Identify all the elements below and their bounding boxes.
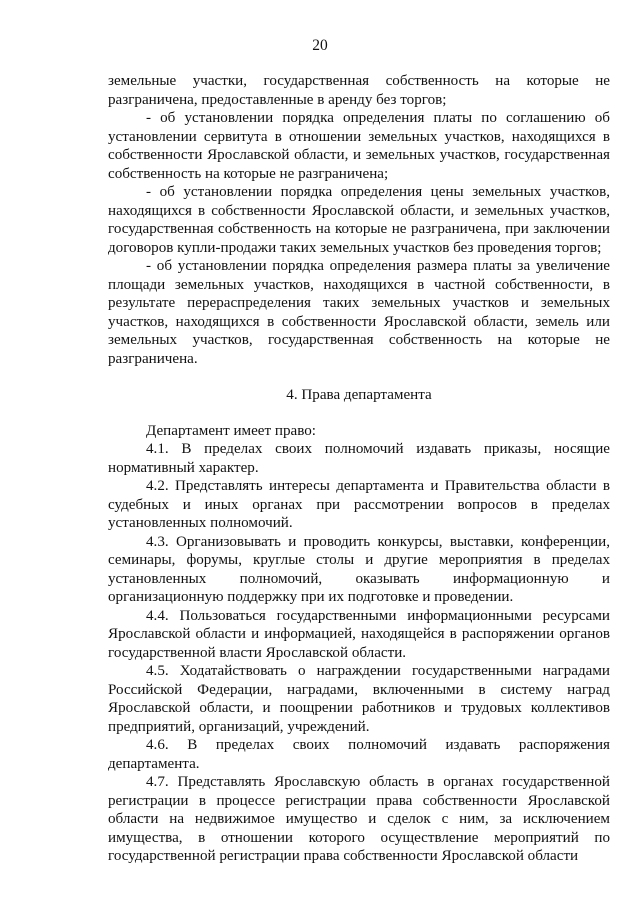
paragraph-4-4: 4.4. Пользоваться государственными информационными ресурсами Ярославской области и информацией, находящейся в распоряжении органов государственной власти Ярославской области. bbox=[108, 607, 610, 661]
paragraph-4-1: 4.1. В пределах своих полномочий издавать приказы, носящие нормативный характер. bbox=[108, 441, 610, 476]
paragraph-4-2: 4.2. Представлять интересы департамента и Правительства области в судебных и иных органах при рассмотрении вопросов в пределах установленных полномочий. bbox=[108, 478, 610, 531]
document-body bbox=[108, 72, 610, 866]
paragraph-area-increase-payment: - об установлении порядка определения размера платы за увеличение площади земельных участков, находящихся в частной собственности, в результате перераспределения таких земельных участков и земельных участков, находящихся в собственности Ярославской области, земель или земельных участков, государственная собственность на которые не разграничена. bbox=[108, 258, 610, 367]
paragraph-4-5: 4.5. Ходатайствовать о награждении государственными наградами Российской Федерации, наградами, включенными в систему наград Ярославской области, и поощрении работников и трудовых коллективов предприятий, организаций, учреждений. bbox=[108, 663, 610, 735]
paragraph-4-3: 4.3. Организовывать и проводить конкурсы, выставки, конференции, семинары, форумы, круглые столы и другие мероприятия в пределах установленных полномочий, оказывать информационную и организационную поддержку при их подготовке и проведении. bbox=[108, 533, 610, 605]
section-title: 4. Права департамента bbox=[286, 387, 432, 403]
paragraph-servitude-payment: - об установлении порядка определения платы по соглашению об установлении сервитута в отношении земельных участков, находящихся в собственности Ярославской области, и земельных участков, государственная собственность на которые не разграничена; bbox=[108, 110, 610, 182]
paragraph-rights-intro: Департамент имеет право: bbox=[146, 422, 316, 439]
paragraph-land-plots-continuation: земельные участки, государственная собственность на которые не разграничена, предоставленные в аренду без торгов; bbox=[108, 73, 610, 108]
paragraph-4-6: 4.6. В пределах своих полномочий издавать распоряжения департамента. bbox=[108, 737, 610, 772]
page-number: 20 bbox=[312, 37, 328, 54]
paragraph-4-7: 4.7. Представлять Ярославскую область в органах государственной регистрации в процессе регистрации права собственности Ярославской области на недвижимое имущество и сделок с ним, за исключением имущества, в отношении которого осуществление мероприятий по государственной регистрации права собственности Ярославской области bbox=[108, 774, 610, 864]
paragraph-land-price: - об установлении порядка определения цены земельных участков, находящихся в собственности Ярославской области, и земельных участков, государственная собственность на которые не разграничена, при заключении договоров купли-продажи таких земельных участков без проведения торгов; bbox=[108, 184, 610, 256]
